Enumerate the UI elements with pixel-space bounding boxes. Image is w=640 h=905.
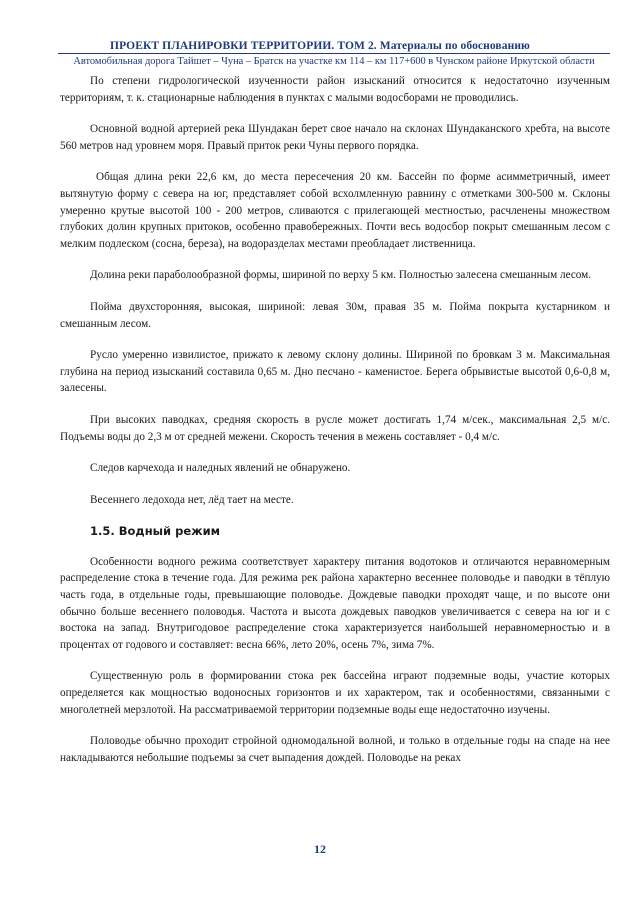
paragraph: Весеннего ледохода нет, лёд тает на месте.	[90, 493, 294, 506]
paragraph: При высоких паводках, средняя скорость в русле может достигать 1,74 м/сек., максимальная 2,5 м/с. Подъемы воды до 2,3 м от средней межени. Скорость течения в межень составляет - 0,4 м/с.	[60, 413, 610, 443]
page-number: 12	[314, 842, 326, 856]
paragraph: Существенную роль в формировании стока рек бассейна играют подземные воды, участие которых определяется как мощностью водоносных горизонтов и их характером, так и особенностями, связанными с многолетней мерзлотой. На рассматриваемой территории подземные воды еще недостаточно изучены.	[60, 670, 610, 716]
paragraph: Общая длина реки 22,6 км, до места пересечения 20 км. Бассейн по форме асимметричный, имеет вытянутую форму с севера на юг, представляет собой всхолмленную равнину с отметками 300-500 м. Склоны умеренно крутые высотой 100 - 200 метров, сливаются с прилегающей местностью, расчленены множеством глубоких долин крупных притоков, особенно правобережных. Почти весь водосбор покрыт смешанным лесом с мелким подлеском (сосна, береза), на водоразделах местами преобладает лиственница.	[60, 171, 613, 250]
paragraph: Особенности водного режима соответствует характеру питания водотоков и отличаются неравномерным распределение стока в течение года. Для режима рек района характерно весеннее половодье и паводки в тёплую часть года, в отдельные годы, превышающие половодье. Дождевые паводки проходят чаще, и по высоте они обычно больше весеннего половодья. Частота и высота дождевых паводков увеличивается с севера на юг и с востока на запад. Внутригодовое распределение стока характеризуется наибольшей неравномерностью и в процентах от годового и составляет: весна 66%, лето 20%, осень 7%, зима 7%.	[60, 555, 610, 651]
paragraph: Русло умеренно извилистое, прижато к левому склону долины. Шириной по бровкам 3 м. Максимальная глубина на период изысканий составила 0,65 м. Дно песчано - каменистое. Берега обрывистые высотой 0,6-0,8 м, залесены.	[60, 349, 610, 395]
paragraph: Основной водной артерией река Шундакан берет свое начало на склонах Шундаканского хребта, на высоте 560 метров над уровнем моря. Правый приток реки Чуны первого порядка.	[60, 123, 610, 152]
paragraph: По степени гидрологической изученности район изысканий относится к недостаточно изученным территориям, т. к. стационарные наблюдения в пунктах с малыми водосборами не проводились.	[60, 75, 610, 104]
header-title: ПРОЕКТ ПЛАНИРОВКИ ТЕРРИТОРИИ. ТОМ 2. Материалы по обоснованию	[110, 40, 530, 52]
paragraph: Следов карчехода и наледных явлений не обнаружено.	[90, 462, 351, 475]
paragraph: Долина реки параболообразной формы, шириной по верху 5 км. Полностью залесена смешанным лесом.	[90, 269, 592, 282]
section-heading: 1.5. Водный режим	[90, 524, 221, 539]
header-divider	[58, 53, 610, 54]
paragraph: Пойма двухсторонняя, высокая, шириной: левая 30м, правая 35 м. Пойма покрыта кустарником и смешанным лесом.	[60, 300, 610, 330]
document-body	[60, 73, 613, 781]
paragraph: Половодье обычно проходит стройной одномодальной волной, и только в отдельные годы на спаде на нее накладываются небольшие подъемы за счет выпадения дождей. Половодье на реках	[60, 735, 610, 764]
header-subtitle: Автомобильная дорога Тайшет – Чуна – Братск на участке км 114 – км 117+600 в Чунском районе Иркутской области	[73, 56, 595, 67]
